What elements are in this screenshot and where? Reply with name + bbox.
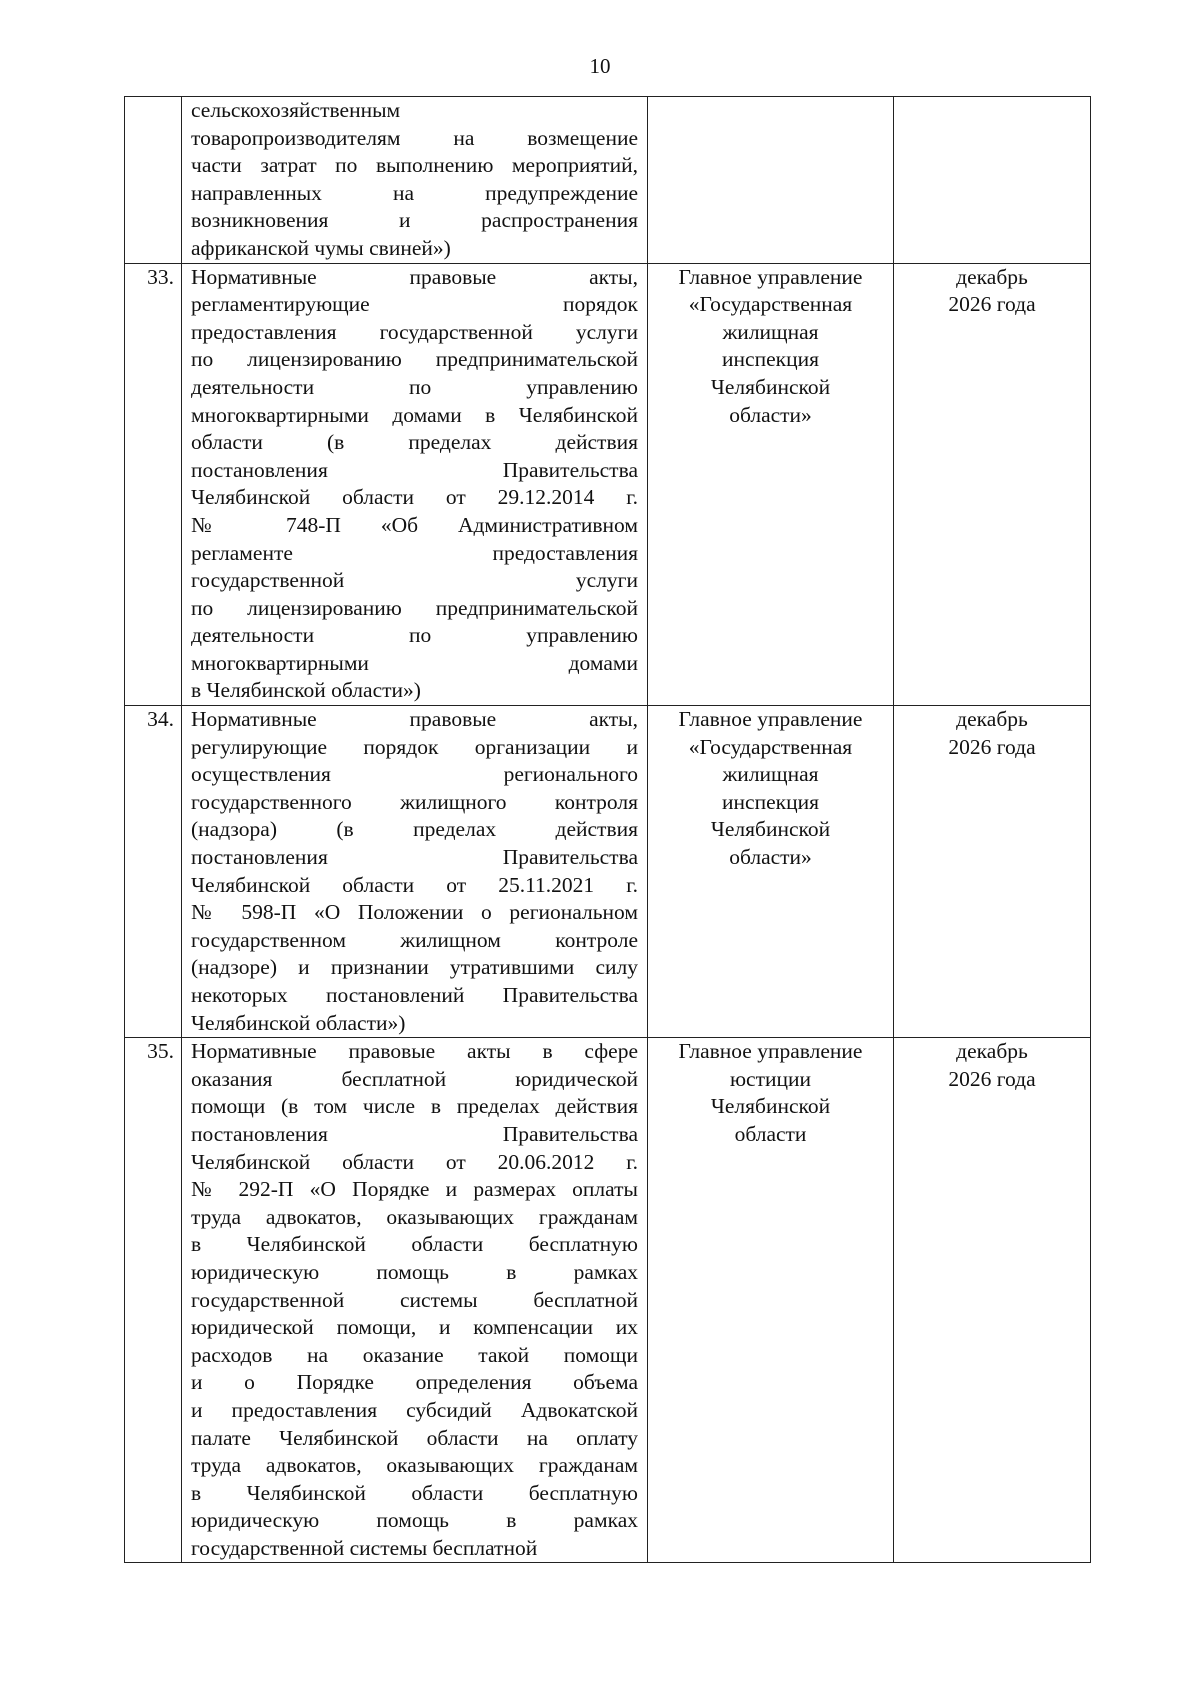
act-description-line: юридической помощи, и компенсации их — [191, 1315, 638, 1340]
act-description-line: осуществления регионального — [191, 762, 638, 787]
act-description-line: № 748-П «Об Административном — [191, 512, 638, 537]
act-description-line: Челябинской области от 20.06.2012 г. — [191, 1149, 638, 1174]
act-description-line: помощи (в том числе в пределах действия — [191, 1094, 638, 1119]
act-description-line: по лицензированию предпринимательской — [191, 347, 638, 372]
act-description-line: деятельности по управлению — [191, 623, 638, 648]
act-description-line: и о Порядке определения объема — [191, 1370, 638, 1395]
act-description-line: государственном жилищном контроле — [191, 927, 638, 952]
row-number: 34. — [125, 706, 182, 1038]
responsible-body-line: инспекция — [722, 789, 819, 814]
act-description-line: многоквартирными домами — [191, 650, 638, 675]
act-description — [182, 706, 648, 1038]
responsible-body — [648, 97, 894, 264]
act-description-line: (надзора) (в пределах действия — [191, 817, 638, 842]
table-row — [125, 97, 1091, 264]
act-description — [182, 1038, 648, 1563]
row-number: 35. — [125, 1038, 182, 1563]
deadline — [894, 97, 1091, 264]
table-row — [125, 706, 1091, 1038]
responsible-body-line: жилищная — [722, 762, 819, 787]
responsible-body — [648, 263, 894, 706]
responsible-body-line: «Государственная — [688, 292, 853, 317]
table-row — [125, 263, 1091, 706]
act-description-line: оказания бесплатной юридической — [191, 1066, 638, 1091]
responsible-body-line: юстиции — [729, 1066, 812, 1091]
act-description-line: № 292-П «О Порядке и размерах оплаты — [191, 1177, 638, 1202]
act-description-line: регламентирующие порядок — [191, 292, 638, 317]
act-description-line: Нормативные правовые акты, — [191, 264, 638, 289]
row-number: 33. — [125, 263, 182, 706]
responsible-body-line: области — [734, 1121, 807, 1146]
act-description-line: в Челябинской области бесплатную — [191, 1480, 638, 1505]
responsible-body — [648, 706, 894, 1038]
responsible-body-line: Главное управление — [678, 1039, 863, 1064]
act-description-line: многоквартирными домами в Челябинской — [191, 402, 638, 427]
deadline-line: декабрь — [956, 1039, 1028, 1064]
act-description-line: постановления Правительства — [191, 845, 638, 870]
act-description-line: предоставления государственной услуги — [191, 319, 638, 344]
responsible-body-line: жилищная — [722, 319, 819, 344]
act-description-line: направленных на предупреждение — [191, 180, 638, 205]
deadline-line: 2026 года — [948, 734, 1036, 759]
deadline — [894, 263, 1091, 706]
act-description-line: некоторых постановлений Правительства — [191, 983, 638, 1007]
deadline — [894, 1038, 1091, 1563]
act-description-line: расходов на оказание такой помощи — [191, 1342, 638, 1367]
act-description-line: деятельности по управлению — [191, 374, 638, 399]
responsible-body-line: Челябинской — [710, 817, 831, 842]
act-description-line: возникновения и распространения — [191, 208, 638, 233]
responsible-body-line: Главное управление — [678, 707, 863, 732]
responsible-body-line: Главное управление — [678, 264, 863, 289]
responsible-body-line: области» — [729, 845, 812, 870]
regulatory-acts-table — [124, 96, 1091, 1563]
responsible-body-line: Челябинской — [710, 374, 831, 399]
act-description-line: и предоставления субсидий Адвокатской — [191, 1397, 638, 1422]
act-description-line: Нормативные правовые акты в сфере — [191, 1039, 638, 1064]
act-description-line: государственного жилищного контроля — [191, 789, 638, 814]
act-description-line: государственной системы бесплатной — [191, 1287, 638, 1312]
act-description-line: области (в пределах действия — [191, 430, 638, 455]
act-description-line: юридическую помощь в рамках — [191, 1508, 638, 1533]
act-description-line: в Челябинской области») — [191, 678, 421, 703]
act-description — [182, 97, 648, 264]
act-description-line: Челябинской области») — [191, 1010, 406, 1035]
act-description-line: труда адвокатов, оказывающих гражданам — [191, 1453, 638, 1478]
act-description-line: юридическую помощь в рамках — [191, 1259, 638, 1284]
act-description-line: постановления Правительства — [191, 457, 638, 482]
act-description-line: государственной услуги — [191, 568, 638, 593]
act-description-line: регламенте предоставления — [191, 540, 638, 565]
row-number — [125, 97, 182, 264]
act-description-line: регулирующие порядок организации и — [191, 734, 638, 759]
act-description-line: Челябинской области от 29.12.2014 г. — [191, 485, 638, 510]
responsible-body-line: области» — [729, 402, 812, 427]
act-description-line: (надзоре) и признании утратившими силу — [191, 955, 638, 980]
act-description-line: Челябинской области от 25.11.2021 г. — [191, 872, 638, 897]
act-description-line: товаропроизводителям на возмещение — [191, 125, 638, 150]
act-description-line: труда адвокатов, оказывающих гражданам — [191, 1204, 638, 1229]
act-description — [182, 263, 648, 706]
act-description-line: палате Челябинской области на оплату — [191, 1425, 638, 1450]
act-description-line: государственной системы бесплатной — [191, 1535, 538, 1560]
act-description-line: сельскохозяйственным — [191, 98, 401, 122]
act-description-line: постановления Правительства — [191, 1121, 638, 1146]
deadline-line: декабрь — [956, 707, 1028, 732]
responsible-body — [648, 1038, 894, 1563]
act-description-line: в Челябинской области бесплатную — [191, 1232, 638, 1257]
table-row — [125, 1038, 1091, 1563]
act-description-line: № 598-П «О Положении о региональном — [191, 900, 638, 925]
act-description-line: по лицензированию предпринимательской — [191, 595, 638, 620]
deadline — [894, 706, 1091, 1038]
deadline-line: 2026 года — [948, 292, 1036, 317]
responsible-body-line: инспекция — [722, 347, 819, 372]
deadline-line: 2026 года — [948, 1066, 1036, 1091]
responsible-body-line: Челябинской — [710, 1094, 831, 1119]
responsible-body-line: «Государственная — [688, 734, 853, 759]
deadline-line: декабрь — [956, 264, 1028, 289]
table-body — [125, 97, 1091, 1563]
act-description-line: части затрат по выполнению мероприятий, — [191, 153, 638, 178]
act-description-line: африканской чумы свиней») — [191, 235, 451, 260]
page-number: 10 — [589, 54, 611, 78]
act-description-line: Нормативные правовые акты, — [191, 707, 638, 732]
